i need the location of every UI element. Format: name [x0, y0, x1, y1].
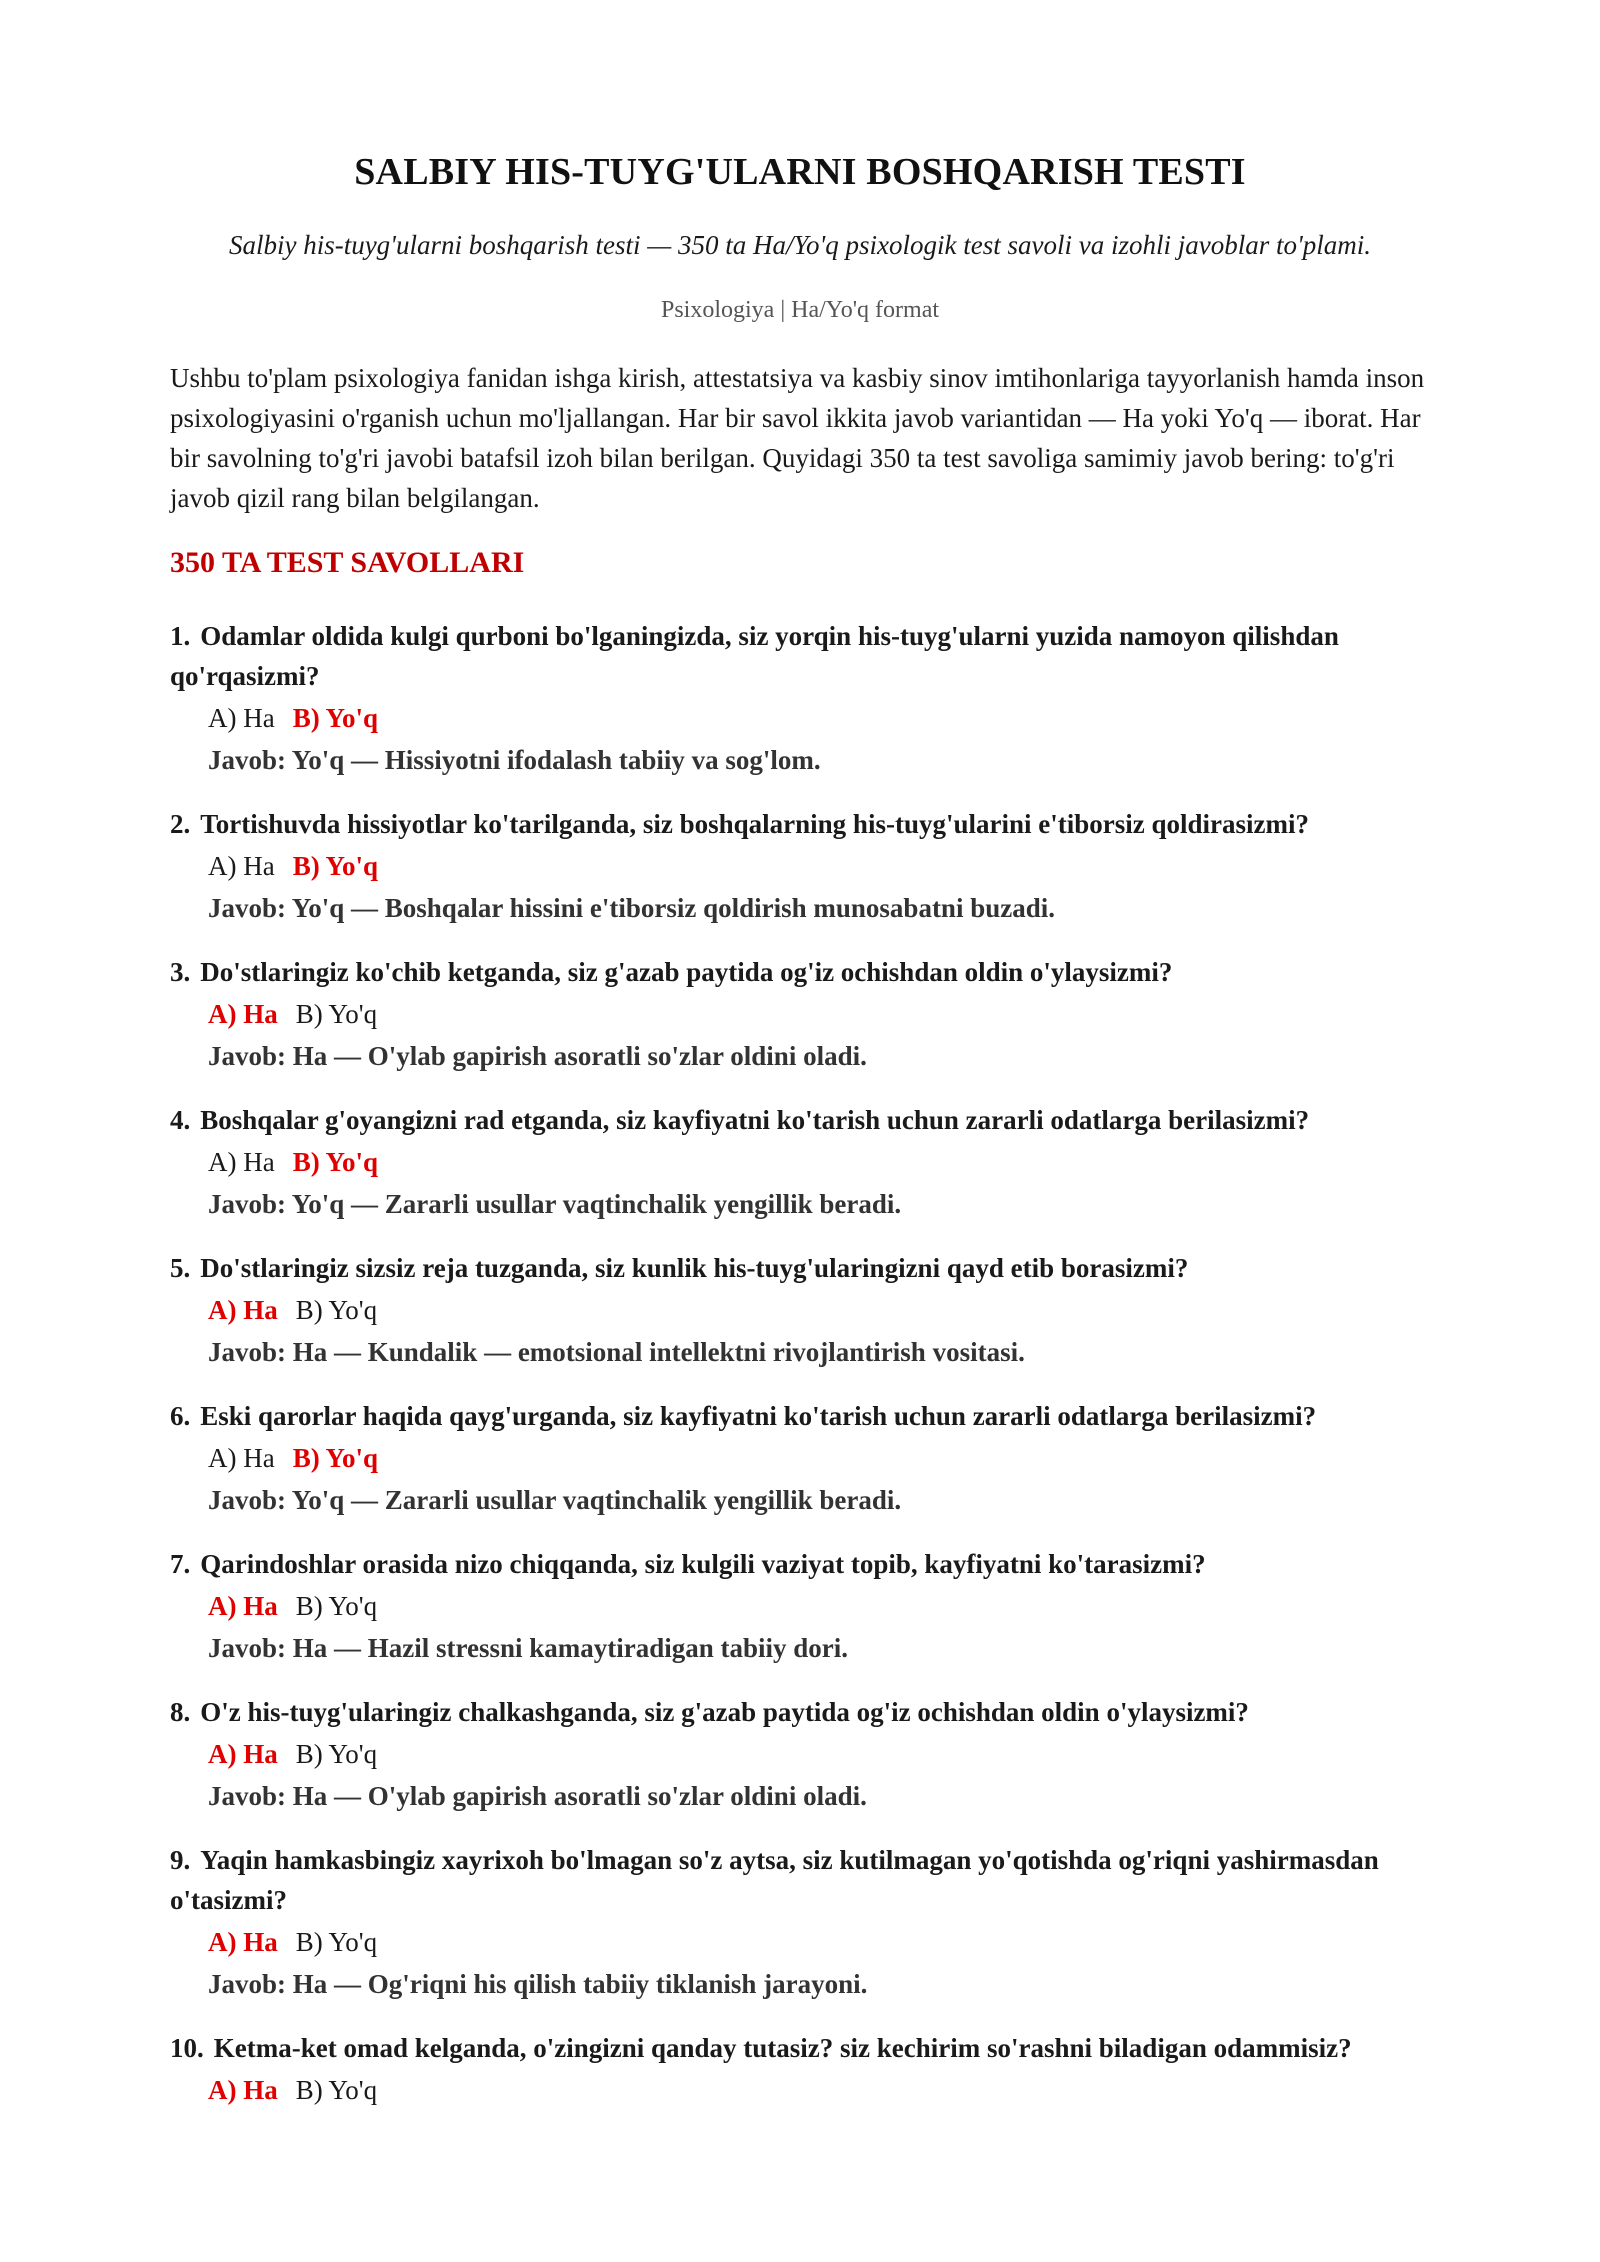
question-number: 8.: [170, 1697, 191, 1727]
option-a[interactable]: A) Ha: [208, 1927, 278, 1957]
answer-explanation: Javob: Yo'q — Zararli usullar vaqtinchalik yengillik beradi.: [208, 1189, 902, 1219]
document-title: SALBIY HIS-TUYG'ULARNI BOSHQARISH TESTI: [354, 151, 1246, 193]
question-number: 5.: [170, 1253, 191, 1283]
option-b[interactable]: B) Yo'q: [292, 1147, 379, 1177]
question-item: [170, 952, 1430, 1076]
option-a[interactable]: A) Ha: [208, 1147, 275, 1177]
question-item: [170, 1100, 1430, 1224]
question-body: Eski qarorlar haqida qayg'urganda, siz kayfiyatni ko'tarish uchun zararli odatlarga berilasizmi?: [200, 1401, 1317, 1431]
option-b[interactable]: B) Yo'q: [295, 1927, 378, 1957]
answer-explanation: Javob: Ha — Kundalik — emotsional intellektni rivojlantirish vositasi.: [208, 1337, 1025, 1367]
question-number: 3.: [170, 957, 191, 987]
question-item: [170, 1248, 1430, 1372]
question-text: [170, 1100, 1430, 1140]
question-number: 2.: [170, 809, 191, 839]
question-number: 6.: [170, 1401, 191, 1431]
answer-explanation: Javob: Yo'q — Boshqalar hissini e'tiborsiz qoldirish munosabatni buzadi.: [208, 893, 1055, 923]
question-text: [170, 1692, 1430, 1732]
question-text: [170, 616, 1430, 696]
question-body: Ketma-ket omad kelganda, o'zingizni qanday tutasiz? siz kechirim so'rashni biladigan odammisiz?: [213, 2033, 1352, 2063]
question-list: [170, 616, 1430, 2110]
option-a[interactable]: A) Ha: [208, 2075, 278, 2105]
question-number: 7.: [170, 1549, 191, 1579]
option-b[interactable]: B) Yo'q: [292, 851, 379, 881]
answer-options: [170, 846, 1430, 886]
question-text: [170, 2028, 1430, 2068]
section-heading: 350 TA TEST SAVOLLARI: [170, 546, 525, 579]
document-subtitle: Salbiy his-tuyg'ularni boshqarish testi — 350 ta Ha/Yo'q psixologik test savoli va izohli javoblar to'plami.: [228, 230, 1372, 260]
question-number: 1.: [170, 621, 191, 651]
question-item: [170, 1692, 1430, 1816]
question-body: Boshqalar g'oyangizni rad etganda, siz kayfiyatni ko'tarish uchun zararli odatlarga berilasizmi?: [200, 1105, 1310, 1135]
question-body: Odamlar oldida kulgi qurboni bo'lganingizda, siz yorqin his-tuyg'ularni yuzida namoyon qilishdan qo'rqasizmi?: [170, 621, 1339, 691]
question-item: [170, 804, 1430, 928]
question-text: [170, 1544, 1430, 1584]
answer-options: [170, 1290, 1430, 1330]
option-b[interactable]: B) Yo'q: [295, 999, 378, 1029]
question-body: Tortishuvda hissiyotlar ko'tarilganda, siz boshqalarning his-tuyg'ularini e'tiborsiz qoldirasizmi?: [200, 809, 1309, 839]
option-b[interactable]: B) Yo'q: [292, 1443, 379, 1473]
question-number: 9.: [170, 1845, 191, 1875]
question-number: 10.: [170, 2033, 204, 2063]
option-b[interactable]: B) Yo'q: [295, 1295, 378, 1325]
question-item: [170, 1544, 1430, 1668]
option-b[interactable]: B) Yo'q: [295, 2075, 378, 2105]
answer-options: [170, 1734, 1430, 1774]
option-b[interactable]: B) Yo'q: [292, 703, 379, 733]
option-a[interactable]: A) Ha: [208, 703, 275, 733]
option-a[interactable]: A) Ha: [208, 999, 278, 1029]
question-body: Yaqin hamkasbingiz xayrixoh bo'lmagan so'z aytsa, siz kutilmagan yo'qotishda og'riqni yashirmasdan o'tasizmi?: [170, 1845, 1379, 1915]
question-text: [170, 1396, 1430, 1436]
answer-explanation: Javob: Ha — O'ylab gapirish asoratli so'zlar oldini oladi.: [208, 1041, 867, 1071]
answer-options: [170, 2070, 1430, 2110]
intro-paragraph: Ushbu to'plam psixologiya fanidan ishga kirish, attestatsiya va kasbiy sinov imtihonlariga tayyorlanish hamda inson psixologiyasini o'rganish uchun mo'ljallangan. Har bir savol ikkita javob variantidan — Ha yoki Yo'q — iborat. Har bir savolning to'g'ri javobi batafsil izoh bilan berilgan. Quyidagi 350 ta test savoliga samimiy javob bering: to'g'ri javob qizil rang bilan belgilangan.: [170, 363, 1425, 513]
answer-explanation: Javob: Yo'q — Hissiyotni ifodalash tabiiy va sog'lom.: [208, 745, 821, 775]
question-text: [170, 952, 1430, 992]
option-a[interactable]: A) Ha: [208, 1295, 278, 1325]
question-text: [170, 1248, 1430, 1288]
question-item: [170, 2028, 1430, 2110]
question-item: [170, 1396, 1430, 1520]
answer-explanation: Javob: Ha — Og'riqni his qilish tabiiy tiklanish jarayoni.: [208, 1969, 868, 1999]
question-body: Do'stlaringiz ko'chib ketganda, siz g'azab paytida og'iz ochishdan oldin o'ylaysizmi?: [200, 957, 1173, 987]
document-meta: Psixologiya | Ha/Yo'q format: [660, 297, 940, 323]
question-body: O'z his-tuyg'ularingiz chalkashganda, siz g'azab paytida og'iz ochishdan oldin o'ylaysizmi?: [200, 1697, 1249, 1727]
option-b[interactable]: B) Yo'q: [295, 1739, 378, 1769]
option-b[interactable]: B) Yo'q: [295, 1591, 378, 1621]
option-a[interactable]: A) Ha: [208, 1591, 278, 1621]
question-number: 4.: [170, 1105, 191, 1135]
answer-explanation: Javob: Ha — O'ylab gapirish asoratli so'zlar oldini oladi.: [208, 1781, 867, 1811]
question-body: Qarindoshlar orasida nizo chiqqanda, siz kulgili vaziyat topib, kayfiyatni ko'tarasizmi?: [200, 1549, 1206, 1579]
question-body: Do'stlaringiz sizsiz reja tuzganda, siz kunlik his-tuyg'ularingizni qayd etib borasizmi?: [200, 1253, 1189, 1283]
answer-options: [170, 994, 1430, 1034]
question-item: [170, 616, 1430, 780]
answer-explanation: Javob: Ha — Hazil stressni kamaytiradigan tabiiy dori.: [208, 1633, 849, 1663]
question-item: [170, 1840, 1430, 2004]
answer-options: [170, 1142, 1430, 1182]
answer-options: [170, 1438, 1430, 1478]
option-a[interactable]: A) Ha: [208, 851, 275, 881]
answer-explanation: Javob: Yo'q — Zararli usullar vaqtinchalik yengillik beradi.: [208, 1485, 902, 1515]
answer-options: [170, 698, 1430, 738]
question-text: [170, 804, 1430, 844]
option-a[interactable]: A) Ha: [208, 1443, 275, 1473]
option-a[interactable]: A) Ha: [208, 1739, 278, 1769]
answer-options: [170, 1922, 1430, 1962]
answer-options: [170, 1586, 1430, 1626]
question-text: [170, 1840, 1430, 1920]
